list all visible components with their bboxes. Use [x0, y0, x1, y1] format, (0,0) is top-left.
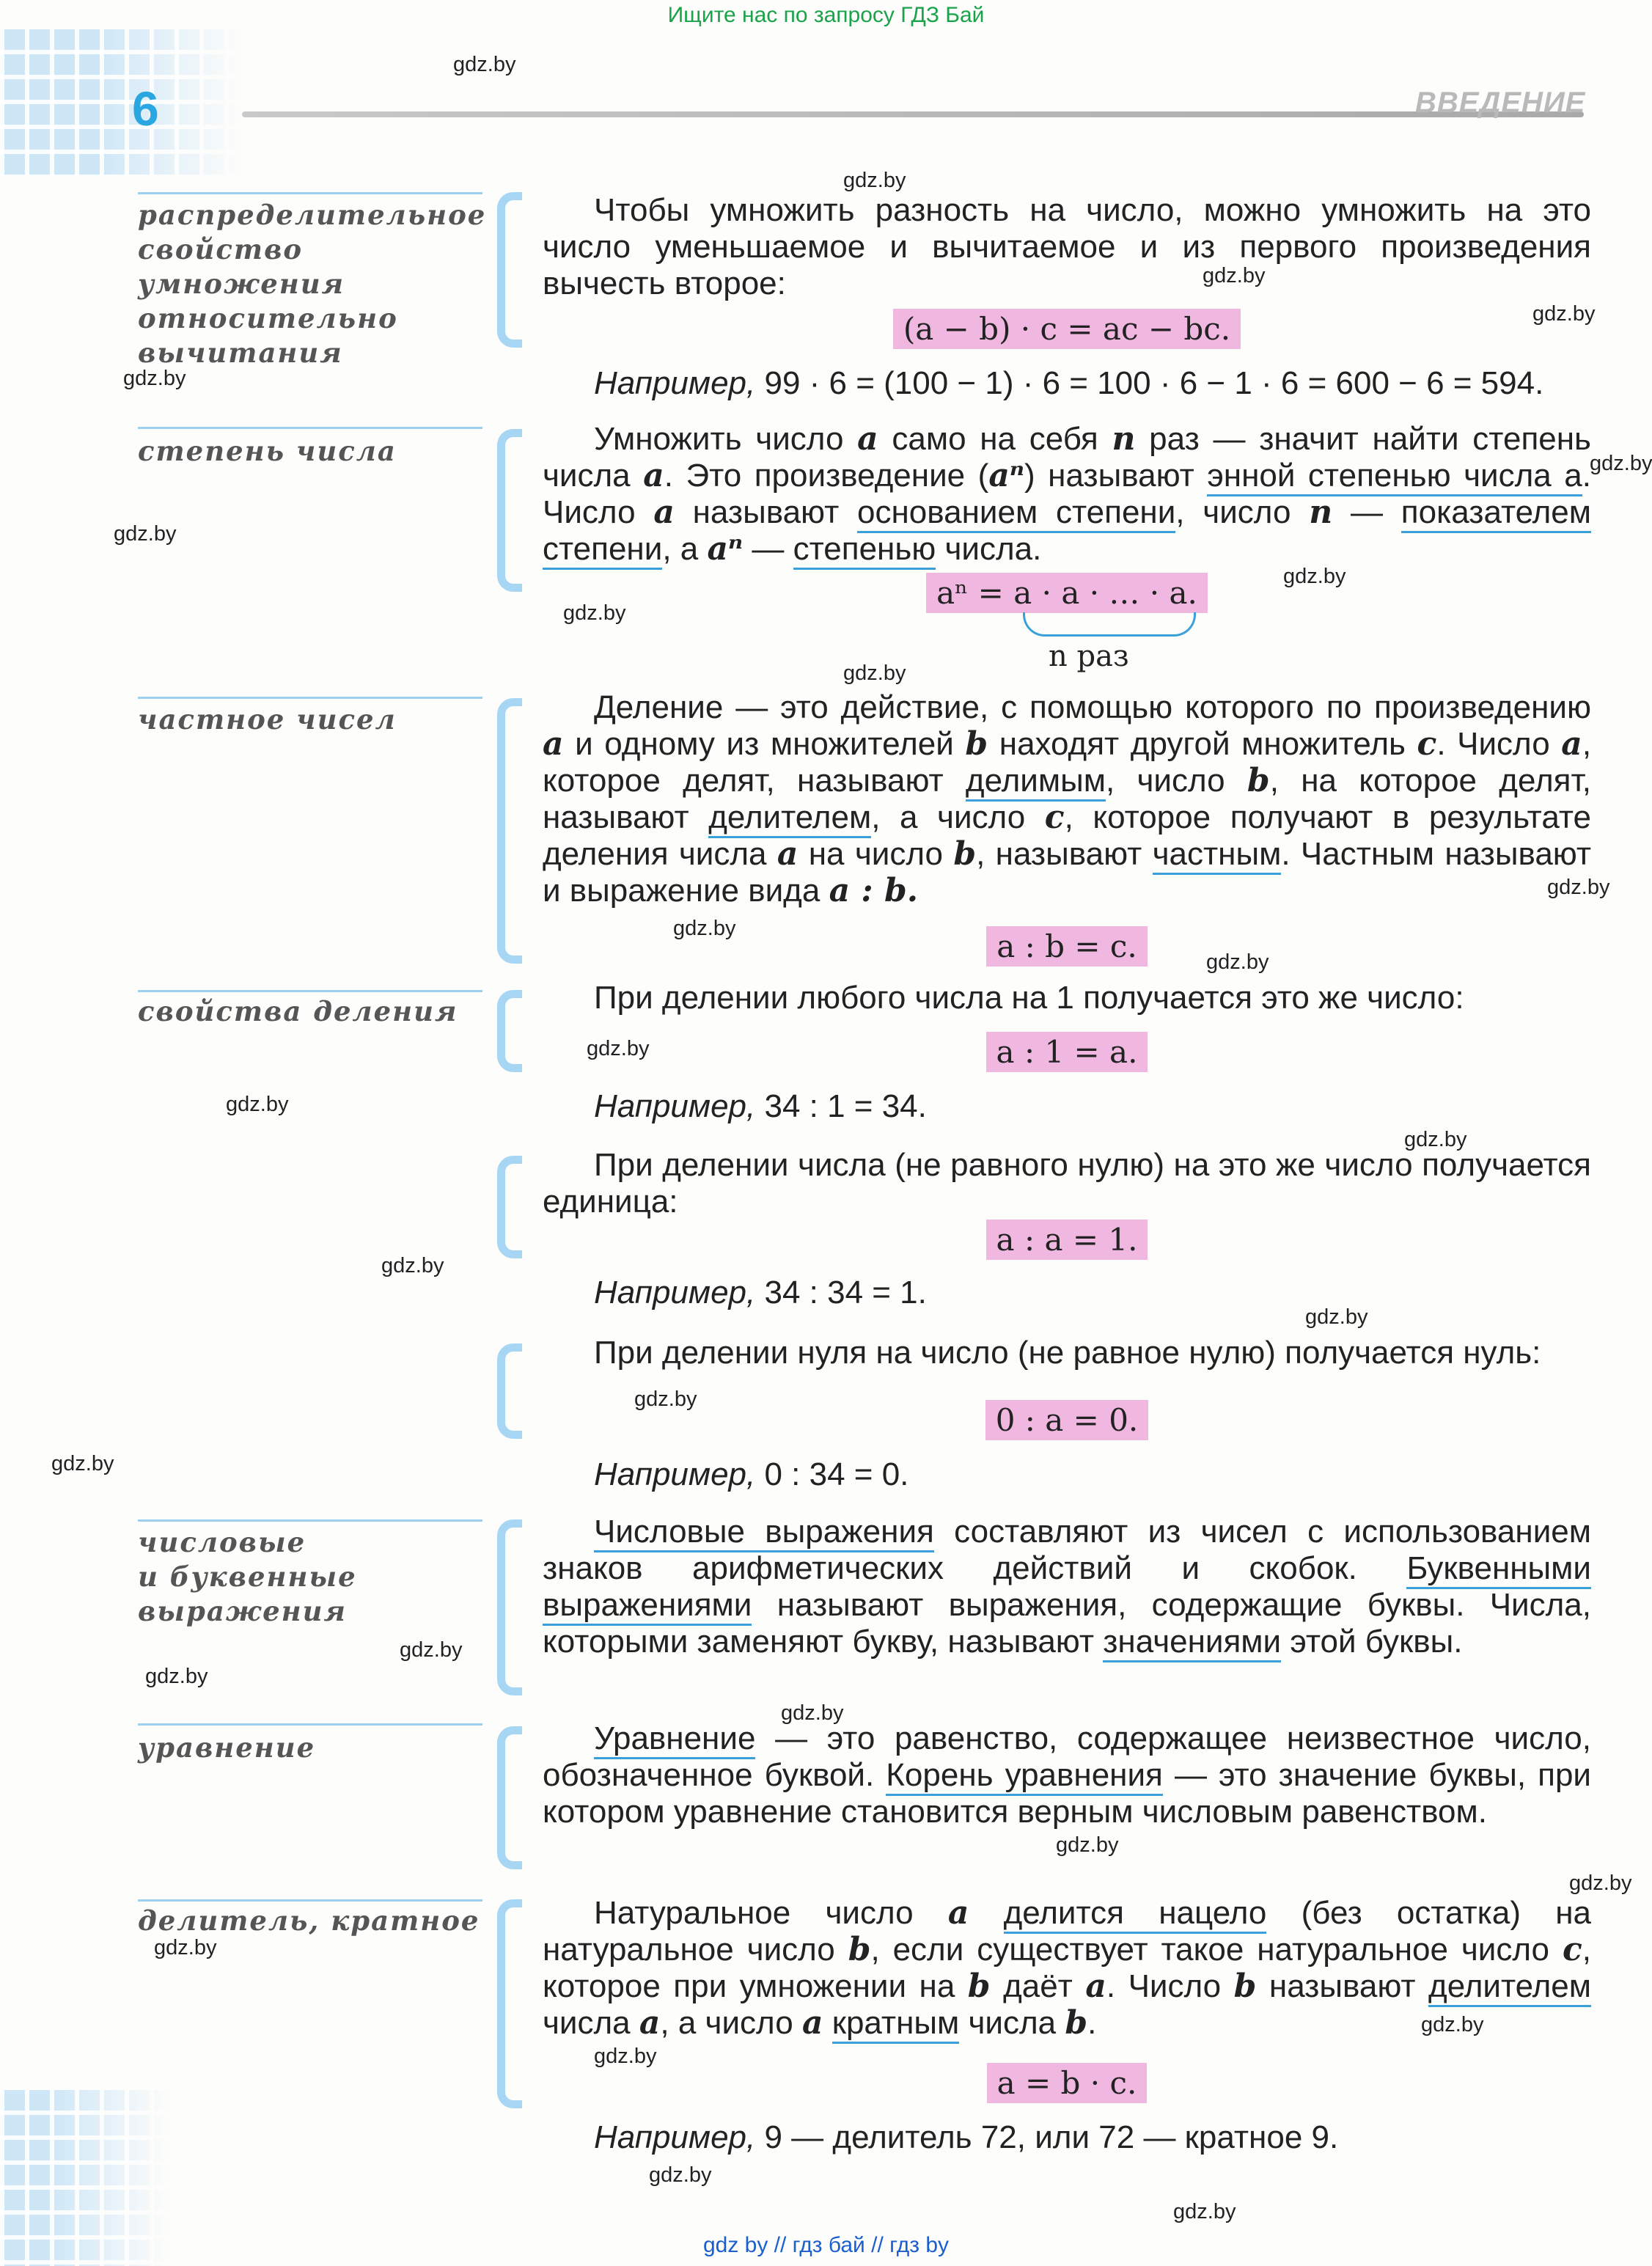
term-underlined: основанием степени	[857, 494, 1175, 533]
underbrace-label: n раз	[1049, 639, 1129, 673]
watermark: gdz.by	[1203, 264, 1266, 287]
example-text: 0 : 34 = 0.	[764, 1456, 909, 1492]
watermark: gdz.by	[123, 367, 186, 390]
sidebar-divider	[138, 1899, 482, 1902]
watermark: gdz.by	[1206, 950, 1269, 974]
example-label: Например,	[594, 2119, 756, 2155]
watermark: gdz.by	[226, 1093, 289, 1116]
rule-paragraph: Чтобы умножить разность на число, можно умножить на это число уменьшаемое и вычитаемое и из первого произведения вычесть второе:	[543, 192, 1591, 301]
formula-box: (a − b) · c = ac − bc.	[893, 309, 1241, 349]
sidebar-label-line: относительно	[138, 302, 398, 334]
sidebar-divider	[138, 1723, 482, 1726]
watermark: gdz.by	[145, 1665, 208, 1688]
example-text: 34 : 1 = 34.	[764, 1088, 927, 1124]
watermark: gdz.by	[400, 1638, 463, 1662]
top-search-link[interactable]: Ищите нас по запросу ГДЗ Бай	[667, 3, 985, 27]
sidebar-label-divisor: делитель, кратное	[138, 1904, 480, 1937]
watermark: gdz.by	[843, 661, 906, 685]
example-label: Например,	[594, 1456, 756, 1492]
term-underlined: энной степенью числа a	[1207, 458, 1582, 496]
page-number: 6	[132, 81, 159, 136]
sidebar-label-line: и буквенные	[138, 1561, 357, 1593]
example-line	[594, 1275, 927, 1311]
sidebar-label-distributive	[138, 198, 490, 370]
formula-box: a : b = c.	[986, 926, 1148, 967]
block-bracket	[497, 429, 522, 592]
formula	[543, 2065, 1591, 2101]
block-bracket	[497, 1343, 522, 1439]
example-line	[594, 1088, 927, 1125]
sidebar-label-division: свойства деления	[138, 995, 458, 1027]
sidebar-label-equation: уравнение	[138, 1731, 316, 1764]
block-bracket	[497, 1726, 522, 1869]
term-underlined: делителем	[1428, 1968, 1591, 2007]
watermark: gdz.by	[594, 2045, 657, 2068]
formula	[543, 311, 1591, 347]
watermark: gdz.by	[673, 917, 736, 940]
formula	[543, 1222, 1591, 1258]
rule-paragraph: При делении нуля на число (не равное нулю) получается нуль:	[594, 1335, 1541, 1371]
formula	[543, 928, 1591, 964]
term-underlined: Числовые выражения	[594, 1514, 934, 1552]
block-bracket	[497, 990, 522, 1072]
watermark: gdz.by	[1569, 1871, 1632, 1895]
footer-links[interactable]: gdz by // гдз бай // гдз by	[702, 2233, 950, 2257]
watermark: gdz.by	[563, 601, 626, 625]
example-text: 34 : 34 = 1.	[764, 1275, 927, 1310]
sidebar-divider	[138, 1519, 482, 1522]
term-underlined: делится нацело	[1004, 1895, 1267, 1934]
example-line	[594, 2119, 1338, 2156]
example-text: 99 · 6 = (100 − 1) · 6 = 100 · 6 − 1 · 6 = 600 − 6 = 594.	[764, 365, 1544, 401]
watermark: gdz.by	[1283, 565, 1346, 588]
sidebar-label-line: вычитания	[138, 337, 343, 369]
sidebar-label-power: степень числа	[138, 435, 397, 467]
sidebar-label-quotient: частное чисел	[138, 703, 397, 736]
term-underlined: кратным	[832, 2005, 960, 2044]
underbrace	[1023, 612, 1196, 637]
watermark: gdz.by	[453, 53, 516, 76]
term-underlined: Корень уравнения	[886, 1757, 1163, 1796]
watermark: gdz.by	[154, 1936, 217, 1959]
formula	[543, 575, 1591, 611]
rule-paragraph: Числовые выражения составляют из чисел с использованием знаков арифметических действий и скобок. Буквенными выражениями называют выражения, содержащие буквы. Числа, которыми заменяют букву, называют значениями этой буквы.	[543, 1514, 1591, 1660]
watermark: gdz.by	[587, 1037, 650, 1060]
term-underlined: делителем	[708, 799, 871, 838]
sidebar-divider	[138, 697, 482, 699]
rule-paragraph: Деление — это действие, с помощью которого по произведению a и одному из множителей b находят другой множитель c. Число a, которое делят, называют делимым, число b, на которое делят, называют делителем, а число c, которое получают в результате деления числа a на число b, называют частным. Частным называют и выражение вида a : b.	[543, 689, 1592, 909]
formula-box: a : 1 = a.	[986, 1032, 1148, 1072]
block-bracket	[497, 192, 522, 348]
watermark: gdz.by	[1173, 2200, 1236, 2223]
example-text: 9 — делитель 72, или 72 — кратное 9.	[764, 2119, 1339, 2155]
example-label: Например,	[594, 365, 756, 401]
watermark: gdz.by	[51, 1452, 114, 1475]
header-rule	[242, 111, 1584, 117]
watermark: gdz.by	[649, 2163, 712, 2187]
sidebar-divider	[138, 990, 482, 992]
term-underlined: значениями	[1103, 1624, 1281, 1662]
rule-paragraph: Уравнение — это равенство, содержащее неизвестное число, обозначенное буквой. Корень уравнения — это значение буквы, при котором уравнение становится верным числовым равенством.	[543, 1720, 1591, 1830]
rule-paragraph: Умножить число a само на себя n раз — значит найти степень числа a. Это произведение (aⁿ) называют энной степенью числа a. Число a называют основанием степени, число n — показателем степени, а aⁿ — степенью числа.	[543, 421, 1591, 568]
example-line	[594, 365, 1543, 402]
term-underlined: Буквенными выражениями	[543, 1550, 1591, 1626]
block-bracket	[497, 698, 522, 964]
sidebar-divider	[138, 427, 482, 429]
formula-box: a : a = 1.	[986, 1220, 1148, 1260]
section-title: ВВЕДЕНИЕ	[1415, 87, 1586, 119]
watermark: gdz.by	[1404, 1128, 1467, 1151]
term-underlined: делимым	[966, 763, 1106, 802]
watermark: gdz.by	[634, 1387, 697, 1411]
sidebar-label-line: числовые	[138, 1526, 306, 1558]
formula	[543, 1402, 1591, 1438]
block-bracket	[497, 1519, 522, 1695]
example-label: Например,	[594, 1275, 756, 1310]
rule-paragraph: Натуральное число a делится нацело (без остатка) на натуральное число b, если существует такое натуральное число c, которое при умножении на b даёт a. Число b называют делителем числа a, а число a кратным числа b.	[543, 1895, 1591, 2042]
formula-box: aⁿ = a · a · … · a.	[926, 573, 1208, 613]
sidebar-label-line: выражения	[138, 1595, 347, 1627]
corner-grid-decoration	[0, 29, 242, 176]
term-underlined: показателем степени	[543, 494, 1591, 570]
sidebar-label-expressions	[138, 1525, 490, 1629]
sidebar-label-line: свойство умножения	[138, 233, 345, 300]
watermark: gdz.by	[1590, 452, 1652, 475]
formula	[543, 1034, 1591, 1070]
watermark: gdz.by	[381, 1254, 444, 1277]
watermark: gdz.by	[1305, 1305, 1368, 1329]
watermark: gdz.by	[781, 1701, 844, 1725]
term-underlined: степенью	[793, 531, 936, 570]
block-bracket	[497, 1899, 522, 2108]
term-underlined: частным	[1153, 836, 1282, 875]
term-underlined: Уравнение	[594, 1720, 755, 1759]
formula-box: a = b · c.	[987, 2063, 1148, 2103]
rule-paragraph: При делении числа (не равного нулю) на это же число получается единица:	[543, 1147, 1591, 1220]
watermark: gdz.by	[1056, 1833, 1119, 1857]
example-label: Например,	[594, 1088, 756, 1124]
sidebar-label-line: распределительное	[138, 199, 487, 231]
sidebar-divider	[138, 192, 482, 194]
formula-box: 0 : a = 0.	[985, 1400, 1149, 1440]
block-bracket	[497, 1156, 522, 1258]
watermark: gdz.by	[843, 169, 906, 192]
watermark: gdz.by	[1421, 2013, 1484, 2036]
watermark: gdz.by	[114, 522, 177, 546]
rule-paragraph: При делении любого числа на 1 получается это же число:	[594, 980, 1464, 1016]
watermark: gdz.by	[1547, 876, 1610, 899]
example-line	[594, 1456, 908, 1493]
watermark: gdz.by	[1532, 302, 1596, 326]
